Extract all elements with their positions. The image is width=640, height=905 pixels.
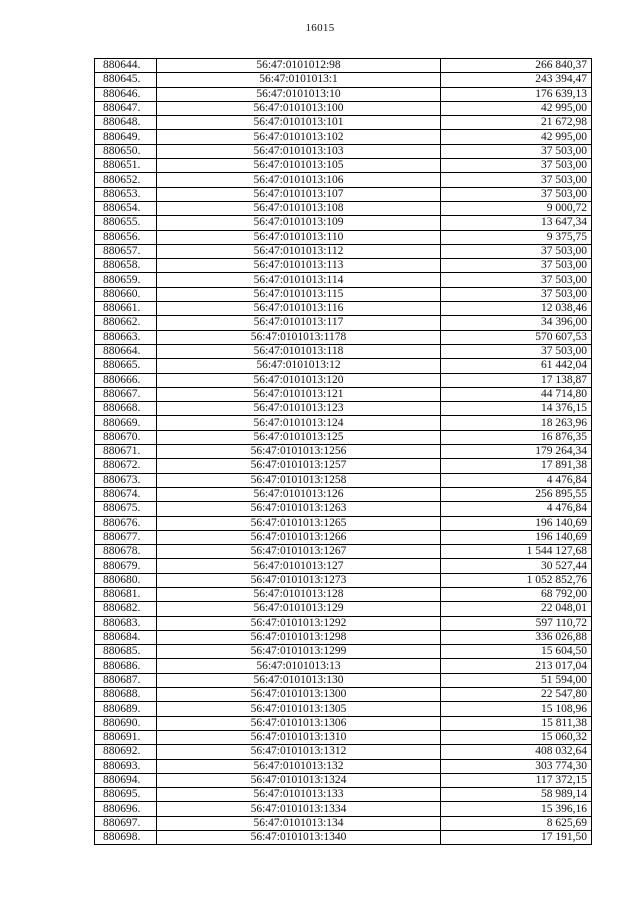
table-row <box>95 430 592 444</box>
cadastral-value-table <box>94 58 592 845</box>
value-cell: 16 876,35 <box>441 430 592 444</box>
table-row <box>95 445 592 459</box>
row-number-cell: 880698. <box>95 831 157 845</box>
row-number-cell: 880685. <box>95 645 157 659</box>
row-number-cell: 880665. <box>95 359 157 373</box>
cadastral-number-cell: 56:47:0101013:1258 <box>157 473 441 487</box>
row-number-cell: 880663. <box>95 330 157 344</box>
table-row <box>95 802 592 816</box>
row-number-cell: 880683. <box>95 616 157 630</box>
value-cell: 176 639,13 <box>441 87 592 101</box>
row-number-cell: 880691. <box>95 730 157 744</box>
row-number-cell: 880669. <box>95 416 157 430</box>
table-row <box>95 530 592 544</box>
cadastral-number-cell: 56:47:0101013:1266 <box>157 530 441 544</box>
cadastral-number-cell: 56:47:0101013:117 <box>157 316 441 330</box>
table-row <box>95 487 592 501</box>
value-cell: 37 503,00 <box>441 259 592 273</box>
row-number-cell: 880677. <box>95 530 157 544</box>
value-cell: 597 110,72 <box>441 616 592 630</box>
row-number-cell: 880674. <box>95 487 157 501</box>
table-row <box>95 244 592 258</box>
value-cell: 9 000,72 <box>441 201 592 215</box>
value-cell: 196 140,69 <box>441 530 592 544</box>
row-number-cell: 880653. <box>95 187 157 201</box>
row-number-cell: 880662. <box>95 316 157 330</box>
value-cell: 17 891,38 <box>441 459 592 473</box>
table-row <box>95 702 592 716</box>
value-cell: 179 264,34 <box>441 445 592 459</box>
row-number-cell: 880687. <box>95 673 157 687</box>
row-number-cell: 880657. <box>95 244 157 258</box>
cadastral-number-cell: 56:47:0101013:127 <box>157 559 441 573</box>
row-number-cell: 880655. <box>95 216 157 230</box>
table-row <box>95 416 592 430</box>
row-number-cell: 880688. <box>95 688 157 702</box>
value-cell: 42 995,00 <box>441 130 592 144</box>
cadastral-number-cell: 56:47:0101013:133 <box>157 788 441 802</box>
table-row <box>95 101 592 115</box>
table-row <box>95 73 592 87</box>
value-cell: 14 376,15 <box>441 402 592 416</box>
value-cell: 13 647,34 <box>441 216 592 230</box>
cadastral-number-cell: 56:47:0101013:129 <box>157 602 441 616</box>
table-row <box>95 59 592 73</box>
row-number-cell: 880696. <box>95 802 157 816</box>
cadastral-number-cell: 56:47:0101013:115 <box>157 287 441 301</box>
value-cell: 15 396,16 <box>441 802 592 816</box>
value-cell: 266 840,37 <box>441 59 592 73</box>
row-number-cell: 880694. <box>95 773 157 787</box>
value-cell: 117 372,15 <box>441 773 592 787</box>
value-cell: 58 989,14 <box>441 788 592 802</box>
table-row <box>95 216 592 230</box>
table-row <box>95 287 592 301</box>
row-number-cell: 880673. <box>95 473 157 487</box>
row-number-cell: 880668. <box>95 402 157 416</box>
cadastral-number-cell: 56:47:0101013:107 <box>157 187 441 201</box>
row-number-cell: 880652. <box>95 173 157 187</box>
table-row <box>95 359 592 373</box>
value-cell: 1 544 127,68 <box>441 545 592 559</box>
cadastral-number-cell: 56:47:0101013:112 <box>157 244 441 258</box>
cadastral-number-cell: 56:47:0101013:124 <box>157 416 441 430</box>
value-cell: 9 375,75 <box>441 230 592 244</box>
cadastral-number-cell: 56:47:0101013:1265 <box>157 516 441 530</box>
table-row <box>95 344 592 358</box>
value-cell: 12 038,46 <box>441 302 592 316</box>
row-number-cell: 880650. <box>95 144 157 158</box>
cadastral-number-cell: 56:47:0101013:1256 <box>157 445 441 459</box>
cadastral-number-cell: 56:47:0101013:1267 <box>157 545 441 559</box>
value-cell: 37 503,00 <box>441 159 592 173</box>
cadastral-number-cell: 56:47:0101013:130 <box>157 673 441 687</box>
cadastral-number-cell: 56:47:0101013:1257 <box>157 459 441 473</box>
row-number-cell: 880664. <box>95 344 157 358</box>
value-cell: 15 604,50 <box>441 645 592 659</box>
table-row <box>95 201 592 215</box>
value-cell: 336 026,88 <box>441 630 592 644</box>
cadastral-number-cell: 56:47:0101013:1273 <box>157 573 441 587</box>
row-number-cell: 880660. <box>95 287 157 301</box>
cadastral-number-cell: 56:47:0101013:1299 <box>157 645 441 659</box>
table-row <box>95 144 592 158</box>
row-number-cell: 880693. <box>95 759 157 773</box>
cadastral-number-cell: 56:47:0101013:116 <box>157 302 441 316</box>
cadastral-number-cell: 56:47:0101013:1312 <box>157 745 441 759</box>
row-number-cell: 880678. <box>95 545 157 559</box>
row-number-cell: 880648. <box>95 116 157 130</box>
table-row <box>95 773 592 787</box>
cadastral-number-cell: 56:47:0101012:98 <box>157 59 441 73</box>
table-row <box>95 559 592 573</box>
table-row <box>95 473 592 487</box>
cadastral-number-cell: 56:47:0101013:103 <box>157 144 441 158</box>
row-number-cell: 880679. <box>95 559 157 573</box>
row-number-cell: 880690. <box>95 716 157 730</box>
row-number-cell: 880651. <box>95 159 157 173</box>
row-number-cell: 880645. <box>95 73 157 87</box>
cadastral-number-cell: 56:47:0101013:106 <box>157 173 441 187</box>
cadastral-number-cell: 56:47:0101013:105 <box>157 159 441 173</box>
cadastral-number-cell: 56:47:0101013:100 <box>157 101 441 115</box>
table-row <box>95 602 592 616</box>
table-row <box>95 159 592 173</box>
table-row <box>95 173 592 187</box>
cadastral-number-cell: 56:47:0101013:1310 <box>157 730 441 744</box>
value-cell: 30 527,44 <box>441 559 592 573</box>
cadastral-number-cell: 56:47:0101013:123 <box>157 402 441 416</box>
cadastral-number-cell: 56:47:0101013:1263 <box>157 502 441 516</box>
table-row <box>95 402 592 416</box>
table-row <box>95 545 592 559</box>
cadastral-number-cell: 56:47:0101013:102 <box>157 130 441 144</box>
value-cell: 17 191,50 <box>441 831 592 845</box>
cadastral-number-cell: 56:47:0101013:1 <box>157 73 441 87</box>
row-number-cell: 880658. <box>95 259 157 273</box>
cadastral-number-cell: 56:47:0101013:12 <box>157 359 441 373</box>
cadastral-number-cell: 56:47:0101013:134 <box>157 816 441 830</box>
value-cell: 37 503,00 <box>441 173 592 187</box>
value-cell: 4 476,84 <box>441 473 592 487</box>
table-body <box>95 59 592 845</box>
table-row <box>95 330 592 344</box>
table-row <box>95 831 592 845</box>
table-row <box>95 673 592 687</box>
cadastral-number-cell: 56:47:0101013:1340 <box>157 831 441 845</box>
cadastral-number-cell: 56:47:0101013:1334 <box>157 802 441 816</box>
cadastral-number-cell: 56:47:0101013:1306 <box>157 716 441 730</box>
row-number-cell: 880661. <box>95 302 157 316</box>
value-cell: 17 138,87 <box>441 373 592 387</box>
table-row <box>95 459 592 473</box>
table-row <box>95 645 592 659</box>
row-number-cell: 880659. <box>95 273 157 287</box>
cadastral-number-cell: 56:47:0101013:128 <box>157 587 441 601</box>
value-cell: 22 048,01 <box>441 602 592 616</box>
table-row <box>95 516 592 530</box>
value-cell: 37 503,00 <box>441 287 592 301</box>
row-number-cell: 880697. <box>95 816 157 830</box>
cadastral-number-cell: 56:47:0101013:114 <box>157 273 441 287</box>
table-row <box>95 316 592 330</box>
table-row <box>95 273 592 287</box>
value-cell: 37 503,00 <box>441 344 592 358</box>
cadastral-number-cell: 56:47:0101013:113 <box>157 259 441 273</box>
value-cell: 34 396,00 <box>441 316 592 330</box>
cadastral-number-cell: 56:47:0101013:13 <box>157 659 441 673</box>
value-cell: 196 140,69 <box>441 516 592 530</box>
cadastral-number-cell: 56:47:0101013:101 <box>157 116 441 130</box>
cadastral-number-cell: 56:47:0101013:1305 <box>157 702 441 716</box>
value-cell: 42 995,00 <box>441 101 592 115</box>
value-cell: 213 017,04 <box>441 659 592 673</box>
value-cell: 68 792,00 <box>441 587 592 601</box>
value-cell: 37 503,00 <box>441 273 592 287</box>
value-cell: 408 032,64 <box>441 745 592 759</box>
row-number-cell: 880682. <box>95 602 157 616</box>
value-cell: 570 607,53 <box>441 330 592 344</box>
cadastral-number-cell: 56:47:0101013:10 <box>157 87 441 101</box>
table-row <box>95 373 592 387</box>
row-number-cell: 880646. <box>95 87 157 101</box>
cadastral-number-cell: 56:47:0101013:121 <box>157 387 441 401</box>
cadastral-number-cell: 56:47:0101013:118 <box>157 344 441 358</box>
cadastral-number-cell: 56:47:0101013:1324 <box>157 773 441 787</box>
value-cell: 37 503,00 <box>441 244 592 258</box>
row-number-cell: 880686. <box>95 659 157 673</box>
cadastral-number-cell: 56:47:0101013:125 <box>157 430 441 444</box>
value-cell: 61 442,04 <box>441 359 592 373</box>
row-number-cell: 880689. <box>95 702 157 716</box>
table-row <box>95 587 592 601</box>
value-cell: 8 625,69 <box>441 816 592 830</box>
table-row <box>95 759 592 773</box>
cadastral-number-cell: 56:47:0101013:120 <box>157 373 441 387</box>
row-number-cell: 880649. <box>95 130 157 144</box>
table-row <box>95 502 592 516</box>
row-number-cell: 880670. <box>95 430 157 444</box>
table-row <box>95 816 592 830</box>
value-cell: 37 503,00 <box>441 187 592 201</box>
value-cell: 243 394,47 <box>441 73 592 87</box>
value-cell: 21 672,98 <box>441 116 592 130</box>
row-number-cell: 880667. <box>95 387 157 401</box>
value-cell: 37 503,00 <box>441 144 592 158</box>
page-number: 16015 <box>305 22 335 34</box>
value-cell: 4 476,84 <box>441 502 592 516</box>
table-row <box>95 630 592 644</box>
table-row <box>95 659 592 673</box>
value-cell: 51 594,00 <box>441 673 592 687</box>
value-cell: 1 052 852,76 <box>441 573 592 587</box>
table-row <box>95 788 592 802</box>
row-number-cell: 880647. <box>95 101 157 115</box>
value-cell: 44 714,80 <box>441 387 592 401</box>
value-cell: 15 108,96 <box>441 702 592 716</box>
cadastral-number-cell: 56:47:0101013:1292 <box>157 616 441 630</box>
cadastral-number-cell: 56:47:0101013:1300 <box>157 688 441 702</box>
table-row <box>95 573 592 587</box>
table-row <box>95 387 592 401</box>
value-cell: 303 774,30 <box>441 759 592 773</box>
row-number-cell: 880684. <box>95 630 157 644</box>
table-row <box>95 302 592 316</box>
table-row <box>95 745 592 759</box>
cadastral-number-cell: 56:47:0101013:109 <box>157 216 441 230</box>
value-cell: 22 547,80 <box>441 688 592 702</box>
cadastral-number-cell: 56:47:0101013:1298 <box>157 630 441 644</box>
table-row <box>95 87 592 101</box>
cadastral-number-cell: 56:47:0101013:1178 <box>157 330 441 344</box>
row-number-cell: 880676. <box>95 516 157 530</box>
row-number-cell: 880681. <box>95 587 157 601</box>
table-row <box>95 187 592 201</box>
row-number-cell: 880671. <box>95 445 157 459</box>
row-number-cell: 880666. <box>95 373 157 387</box>
row-number-cell: 880692. <box>95 745 157 759</box>
value-cell: 18 263,96 <box>441 416 592 430</box>
row-number-cell: 880644. <box>95 59 157 73</box>
value-cell: 15 060,32 <box>441 730 592 744</box>
table-row <box>95 230 592 244</box>
table-row <box>95 116 592 130</box>
table-row <box>95 616 592 630</box>
table-row <box>95 688 592 702</box>
cadastral-number-cell: 56:47:0101013:132 <box>157 759 441 773</box>
value-cell: 15 811,38 <box>441 716 592 730</box>
row-number-cell: 880675. <box>95 502 157 516</box>
row-number-cell: 880695. <box>95 788 157 802</box>
cadastral-number-cell: 56:47:0101013:108 <box>157 201 441 215</box>
row-number-cell: 880680. <box>95 573 157 587</box>
table-row <box>95 259 592 273</box>
value-cell: 256 895,55 <box>441 487 592 501</box>
cadastral-number-cell: 56:47:0101013:110 <box>157 230 441 244</box>
row-number-cell: 880672. <box>95 459 157 473</box>
row-number-cell: 880656. <box>95 230 157 244</box>
row-number-cell: 880654. <box>95 201 157 215</box>
cadastral-number-cell: 56:47:0101013:126 <box>157 487 441 501</box>
table-row <box>95 716 592 730</box>
table-row <box>95 130 592 144</box>
table-row <box>95 730 592 744</box>
